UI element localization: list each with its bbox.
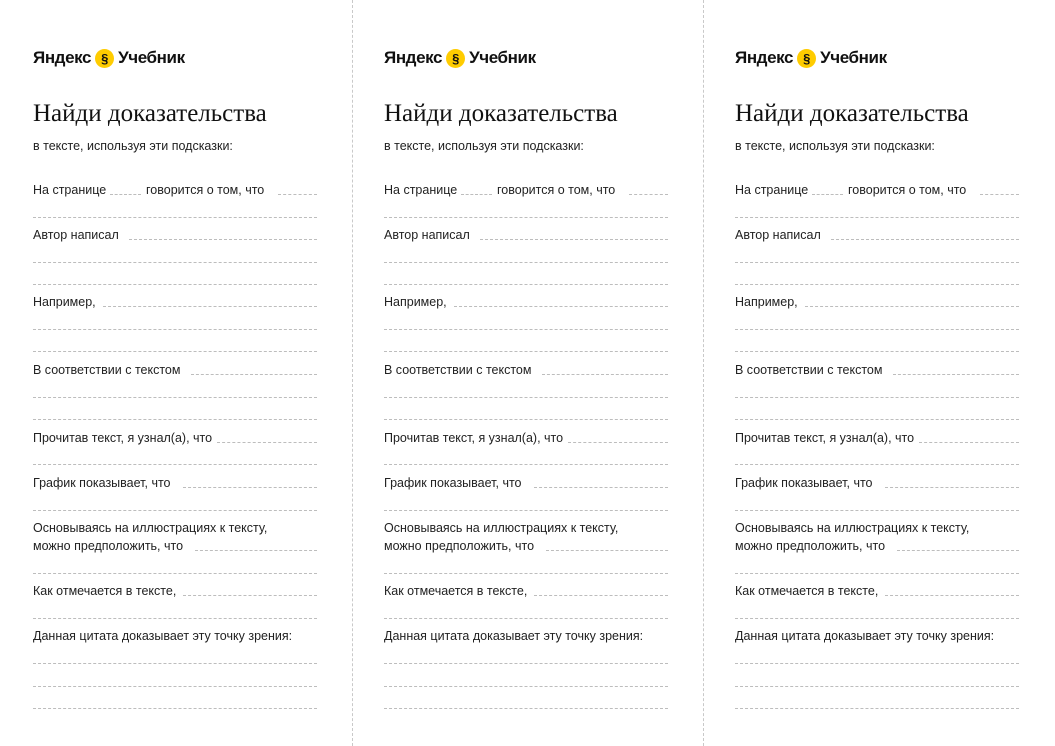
- blank-line[interactable]: [33, 663, 317, 664]
- logo-brand: Яндекс: [735, 48, 794, 67]
- blank-line[interactable]: [384, 464, 668, 465]
- blank-line[interactable]: [183, 487, 317, 488]
- prompt-after-reading: Прочитав текст, я узнал(а), что: [33, 431, 213, 445]
- blank-line[interactable]: [534, 487, 668, 488]
- prompt-illustrations-line2: можно предположить, что: [33, 539, 184, 553]
- logo-product: Учебник: [820, 48, 887, 67]
- blank-line[interactable]: [183, 595, 317, 596]
- worksheet-card: [735, 0, 1022, 746]
- blank-line[interactable]: [735, 708, 1019, 709]
- blank-line[interactable]: [546, 550, 668, 551]
- blank-line[interactable]: [33, 284, 317, 285]
- prompt-example: Например,: [735, 295, 798, 309]
- blank-line[interactable]: [480, 239, 668, 240]
- prompt-page: На странице: [384, 183, 458, 197]
- blank-line[interactable]: [735, 351, 1019, 352]
- prompt-author: Автор написал: [384, 228, 470, 242]
- blank-line[interactable]: [384, 419, 668, 420]
- blank-line[interactable]: [568, 442, 668, 443]
- blank-line[interactable]: [33, 510, 317, 511]
- worksheet-card: [384, 0, 671, 746]
- card-subtitle: в тексте, используя эти подсказки:: [384, 139, 584, 153]
- blank-line[interactable]: [919, 442, 1019, 443]
- yandex-textbook-logo: [33, 46, 185, 70]
- blank-line[interactable]: [33, 262, 317, 263]
- blank-line[interactable]: [33, 686, 317, 687]
- prompt-graph: График показывает, что: [735, 476, 873, 490]
- prompt-illustrations-line2: можно предположить, что: [384, 539, 535, 553]
- blank-line[interactable]: [33, 708, 317, 709]
- blank-line[interactable]: [278, 194, 317, 195]
- blank-line[interactable]: [384, 686, 668, 687]
- blank-line[interactable]: [735, 397, 1019, 398]
- prompt-after-reading: Прочитав текст, я узнал(а), что: [384, 431, 564, 445]
- blank-line[interactable]: [893, 374, 1019, 375]
- blank-line[interactable]: [33, 573, 317, 574]
- worksheet-card: [33, 0, 320, 746]
- blank-line[interactable]: [33, 329, 317, 330]
- yandex-textbook-logo: [384, 46, 536, 70]
- blank-line[interactable]: [805, 306, 1019, 307]
- blank-line[interactable]: [384, 618, 668, 619]
- card-title: Найди доказательства: [33, 100, 267, 127]
- prompt-author: Автор написал: [33, 228, 119, 242]
- prompt-example: Например,: [384, 295, 447, 309]
- blank-line[interactable]: [629, 194, 668, 195]
- card-title: Найди доказательства: [735, 100, 969, 127]
- blank-line[interactable]: [33, 419, 317, 420]
- paragraph-sign-icon: §: [797, 49, 816, 68]
- prompt-quote: Данная цитата доказывает эту точку зрения:: [384, 629, 644, 643]
- blank-line[interactable]: [217, 442, 317, 443]
- blank-line[interactable]: [33, 397, 317, 398]
- paragraph-sign-icon: §: [95, 49, 114, 68]
- blank-line[interactable]: [735, 419, 1019, 420]
- blank-line[interactable]: [812, 194, 843, 195]
- blank-line[interactable]: [384, 262, 668, 263]
- blank-line[interactable]: [897, 550, 1019, 551]
- blank-line[interactable]: [33, 217, 317, 218]
- blank-line[interactable]: [735, 510, 1019, 511]
- blank-line[interactable]: [384, 351, 668, 352]
- blank-line[interactable]: [885, 595, 1019, 596]
- blank-line[interactable]: [735, 618, 1019, 619]
- blank-line[interactable]: [534, 595, 668, 596]
- prompt-graph: График показывает, что: [33, 476, 171, 490]
- blank-line[interactable]: [735, 464, 1019, 465]
- yandex-textbook-logo: [735, 46, 887, 70]
- blank-line[interactable]: [831, 239, 1019, 240]
- blank-line[interactable]: [735, 686, 1019, 687]
- paragraph-sign-icon: §: [446, 49, 465, 68]
- blank-line[interactable]: [195, 550, 317, 551]
- blank-line[interactable]: [33, 618, 317, 619]
- blank-line[interactable]: [103, 306, 317, 307]
- blank-line[interactable]: [384, 573, 668, 574]
- blank-line[interactable]: [33, 464, 317, 465]
- blank-line[interactable]: [735, 663, 1019, 664]
- prompt-noted: Как отмечается в тексте,: [735, 584, 879, 598]
- prompt-according: В соответствии с текстом: [384, 363, 532, 377]
- blank-line[interactable]: [735, 573, 1019, 574]
- blank-line[interactable]: [384, 663, 668, 664]
- blank-line[interactable]: [454, 306, 668, 307]
- blank-line[interactable]: [384, 708, 668, 709]
- prompt-quote: Данная цитата доказывает эту точку зрения:: [735, 629, 995, 643]
- blank-line[interactable]: [735, 262, 1019, 263]
- blank-line[interactable]: [384, 329, 668, 330]
- prompt-after-reading: Прочитав текст, я узнал(а), что: [735, 431, 915, 445]
- blank-line[interactable]: [735, 329, 1019, 330]
- blank-line[interactable]: [384, 217, 668, 218]
- logo-product: Учебник: [469, 48, 536, 67]
- prompt-quote: Данная цитата доказывает эту точку зрения:: [33, 629, 293, 643]
- blank-line[interactable]: [735, 217, 1019, 218]
- prompt-according: В соответствии с текстом: [735, 363, 883, 377]
- cut-line: [352, 0, 353, 746]
- cut-line: [703, 0, 704, 746]
- prompt-illustrations-line1: Основываясь на иллюстрациях к тексту,: [735, 521, 970, 535]
- card-title: Найди доказательства: [384, 100, 618, 127]
- prompt-according: В соответствии с текстом: [33, 363, 181, 377]
- prompt-illustrations-line1: Основываясь на иллюстрациях к тексту,: [33, 521, 268, 535]
- blank-line[interactable]: [33, 351, 317, 352]
- prompt-page: На странице: [33, 183, 107, 197]
- blank-line[interactable]: [980, 194, 1019, 195]
- blank-line[interactable]: [885, 487, 1019, 488]
- card-subtitle: в тексте, используя эти подсказки:: [33, 139, 233, 153]
- blank-line[interactable]: [384, 510, 668, 511]
- prompt-talks-about: говорится о том, что: [497, 183, 616, 197]
- logo-product: Учебник: [118, 48, 185, 67]
- prompt-illustrations-line2: можно предположить, что: [735, 539, 886, 553]
- prompt-illustrations-line1: Основываясь на иллюстрациях к тексту,: [384, 521, 619, 535]
- prompt-noted: Как отмечается в тексте,: [384, 584, 528, 598]
- prompt-author: Автор написал: [735, 228, 821, 242]
- card-subtitle: в тексте, используя эти подсказки:: [735, 139, 935, 153]
- prompt-example: Например,: [33, 295, 96, 309]
- blank-line[interactable]: [191, 374, 317, 375]
- blank-line[interactable]: [461, 194, 492, 195]
- prompt-page: На странице: [735, 183, 809, 197]
- prompt-talks-about: говорится о том, что: [146, 183, 265, 197]
- blank-line[interactable]: [735, 284, 1019, 285]
- prompt-graph: График показывает, что: [384, 476, 522, 490]
- blank-line[interactable]: [110, 194, 141, 195]
- blank-line[interactable]: [542, 374, 668, 375]
- prompt-talks-about: говорится о том, что: [848, 183, 967, 197]
- logo-brand: Яндекс: [384, 48, 443, 67]
- blank-line[interactable]: [384, 397, 668, 398]
- blank-line[interactable]: [384, 284, 668, 285]
- blank-line[interactable]: [129, 239, 317, 240]
- prompt-noted: Как отмечается в тексте,: [33, 584, 177, 598]
- logo-brand: Яндекс: [33, 48, 92, 67]
